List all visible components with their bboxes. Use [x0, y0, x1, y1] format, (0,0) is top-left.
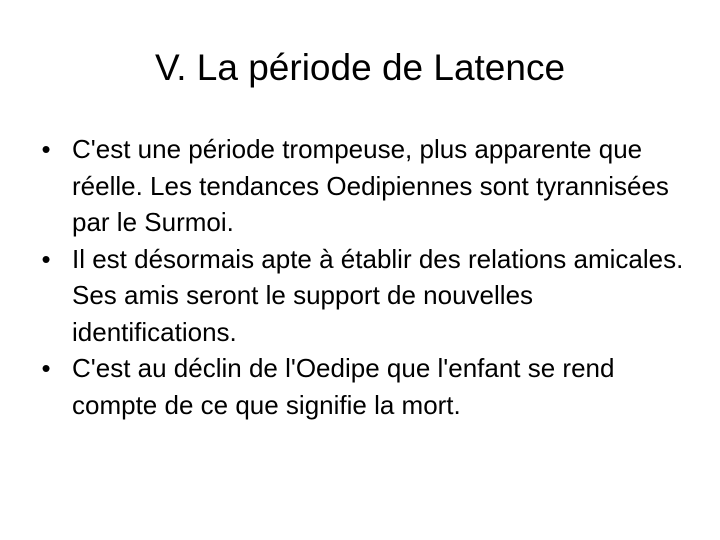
bullet-list — [36, 131, 686, 423]
bullet-text: C'est une période trompeuse, plus apparente que réelle. Les tendances Oedipiennes sont tyrannisées par le Surmoi. — [72, 134, 669, 237]
bullet-text: C'est au déclin de l'Oedipe que l'enfant se rend compte de ce que signifie la mort. — [72, 353, 615, 420]
bullet-icon: • — [41, 134, 51, 164]
list-item — [36, 131, 686, 241]
bullet-icon: • — [41, 353, 51, 383]
bullet-icon: • — [41, 243, 51, 274]
bullet-text: Il est désormais apte à établir des relations amicales. Ses amis seront le support de nouvelles identifications. — [72, 243, 684, 347]
slide-title: V. La période de Latence — [154, 47, 566, 88]
list-item — [36, 241, 686, 351]
list-item — [36, 350, 686, 423]
